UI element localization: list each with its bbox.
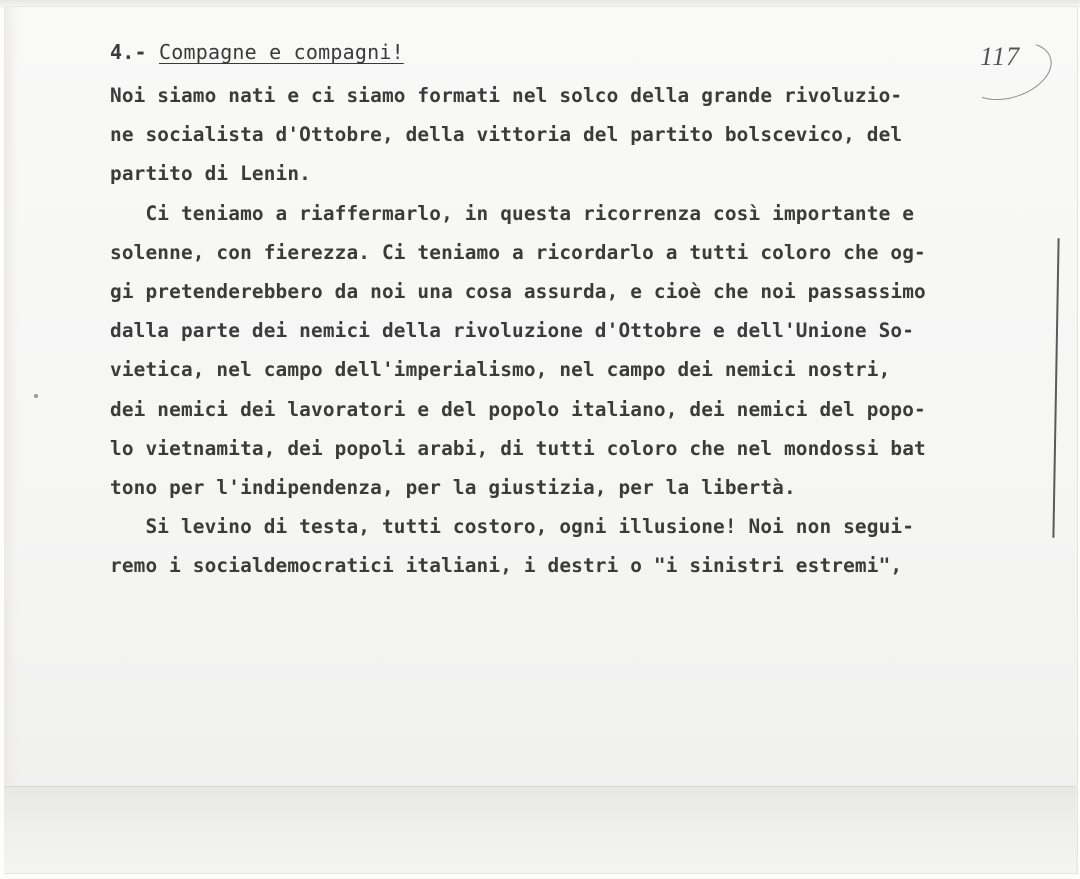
text-line: Ci teniamo a riaffermarlo, in questa ricorrenza così importante e xyxy=(110,201,915,225)
body-text xyxy=(110,76,1040,585)
text-line: Noi siamo nati e ci siamo formati nel solco della grande rivoluzio- xyxy=(110,84,903,107)
paper-left-shadow xyxy=(4,6,18,872)
text-line: ne socialista d'Ottobre, della vittoria del partito bolscevico, del xyxy=(110,123,903,147)
paper-bottom-fold xyxy=(4,786,1076,873)
paper-speck xyxy=(34,394,38,398)
text-line: tono per l'indipendenza, per la giustizia, per la libertà. xyxy=(110,475,796,499)
text-line: lo vietnamita, dei popoli arabi, di tutti coloro che nel mondossi bat xyxy=(110,436,926,460)
text-line: gi pretenderebbero da noi una cosa assurda, e cioè che noi passassimo xyxy=(110,279,926,303)
section-heading xyxy=(110,40,404,64)
section-title: Compagne e compagni! xyxy=(158,40,404,64)
text-line: solenne, con fierezza. Ci teniamo a ricordarlo a tutti coloro che og- xyxy=(110,240,926,264)
text-line: dei nemici dei lavoratori e del popolo italiano, dei nemici del popo- xyxy=(110,397,926,421)
text-line: vietica, nel campo dell'imperialismo, nel campo dei nemici nostri, xyxy=(110,358,891,382)
text-line: dalla parte dei nemici della rivoluzione d'Ottobre e dell'Unione So- xyxy=(110,319,915,343)
text-line: Si levino di testa, tutti costoro, ogni illusione! Noi non segui- xyxy=(110,515,915,539)
section-number: 4.- xyxy=(110,40,147,64)
page-number: 117 xyxy=(980,42,1021,71)
text-line: remo i socialdemocratici italiani, i destri o "i sinistri estremi", xyxy=(110,554,903,578)
text-line: partito di Lenin. xyxy=(110,162,312,186)
